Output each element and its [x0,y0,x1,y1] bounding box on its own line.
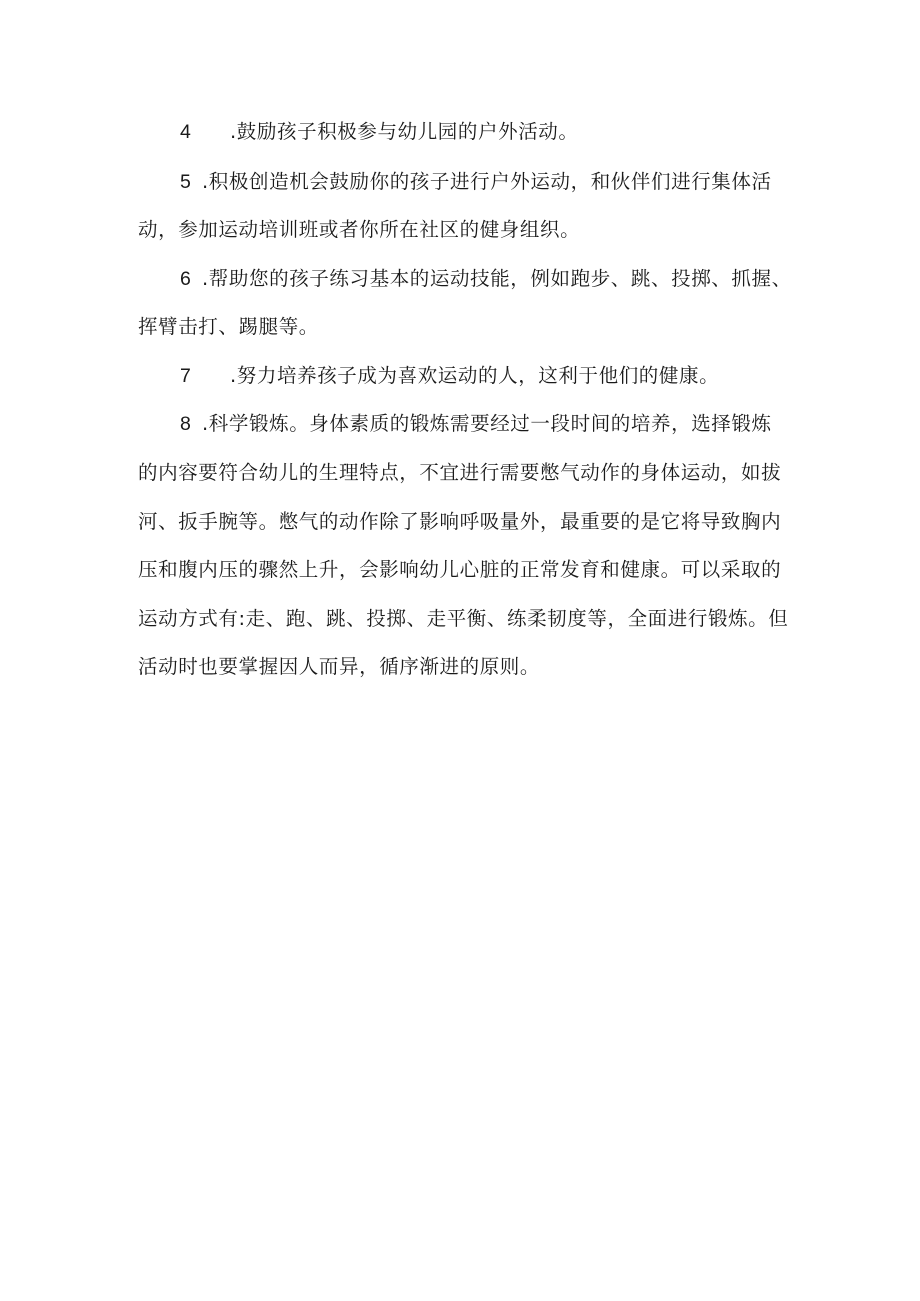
list-item-text: 的内容要符合幼儿的生理特点，不宜进行需要憋气动作的身体运动，如拔 [138,461,782,484]
list-item-8-line-5 [138,605,788,633]
list-item-number: 6 [180,268,192,290]
list-item-text: .科学锻炼。身体素质的锻炼需要经过一段时间的培养，选择锻炼 [202,412,772,435]
list-item-text: 运动方式有:走、跑、跳、投掷、走平衡、练柔韧度等，全面进行锻炼。但 [138,607,789,630]
list-item-8-line-1 [180,410,772,438]
list-item-text: 河、扳手腕等。憋气的动作除了影响呼吸量外，最重要的是它将导致胸内 [138,510,782,533]
list-item-6-line-2 [138,313,319,341]
list-item-6-line-1 [180,265,792,293]
list-item-text: .积极创造机会鼓励你的孩子进行户外运动，和伙伴们进行集体活 [202,170,772,193]
list-item-text: 挥臂击打、踢腿等。 [138,315,319,338]
list-item-text: .鼓励孩子积极参与幼儿园的户外活动。 [230,120,579,143]
list-item-text: 压和腹内压的骤然上升，会影响幼儿心脏的正常发育和健康。可以采取的 [138,558,782,581]
list-item-number: 8 [180,413,192,435]
list-item-7-line-1 [180,362,719,390]
list-item-5-line-1 [180,168,772,196]
list-item-text: .帮助您的孩子练习基本的运动技能，例如跑步、跳、投掷、抓握、 [202,267,792,290]
list-item-number: 4 [180,121,192,143]
list-item-number: 7 [180,365,192,387]
list-item-8-line-2 [138,459,781,487]
list-item-text: 活动时也要掌握因人而异，循序渐进的原则。 [138,655,541,678]
list-item-8-line-3 [138,508,781,536]
list-item-number: 5 [180,171,192,193]
list-item-text: .努力培养孩子成为喜欢运动的人，这利于他们的健康。 [230,364,720,387]
list-item-4-line-1 [180,118,579,146]
list-item-8-line-6 [138,653,540,681]
list-item-text: 动，参加运动培训班或者你所在社区的健身组织。 [138,218,581,241]
list-item-5-line-2 [138,216,580,244]
list-item-8-line-4 [138,556,781,584]
